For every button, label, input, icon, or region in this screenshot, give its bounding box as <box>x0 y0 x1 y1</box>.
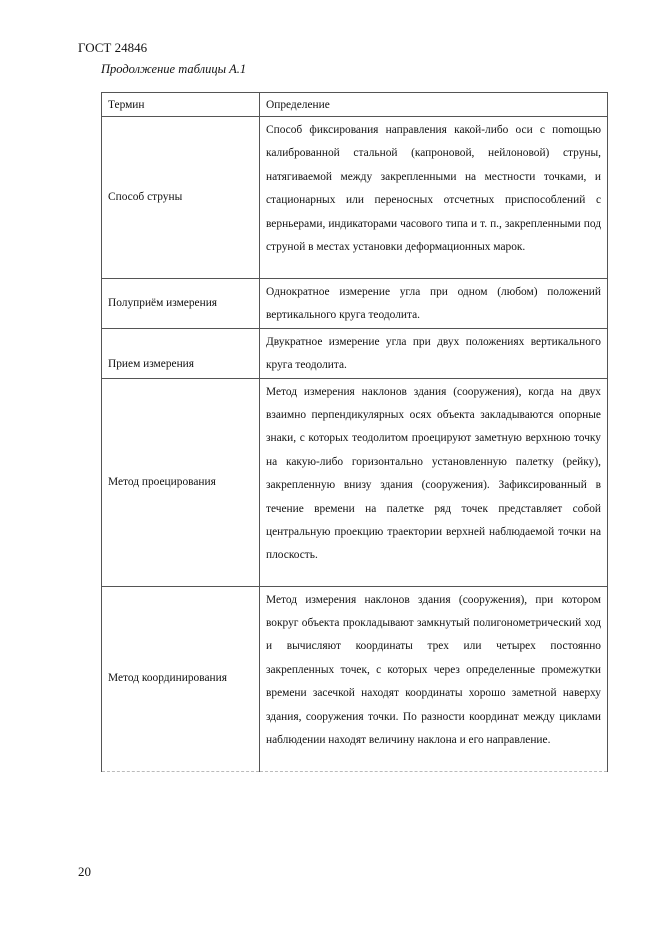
table-row <box>102 117 608 279</box>
header-row <box>102 93 608 117</box>
definition-cell: Однократное измерение угла при одном (любом) положений вертикального круга теодолита. <box>260 279 608 329</box>
table-row <box>102 328 608 378</box>
table-header <box>102 93 608 117</box>
header-term: Термин <box>102 93 260 117</box>
term-cell: Прием измерения <box>102 328 260 378</box>
table-row <box>102 378 608 586</box>
table-row <box>102 586 608 771</box>
table-body <box>102 117 608 772</box>
definition-cell: Метод измерения наклонов здания (сооружения), когда на двух взаимно перпендикулярных осях объекта закладываются опорные знаки, с которых теодолитом проецируют заметную верхнюю точку на какую-либо горизонтально установленную палетку (рейку), закрепленную внизу здания (сооружения). Зафиксированный в течение времени на палетке ряд точек представляет собой центральную проекцию траектории верхней наблюдаемой точки на плоскость. <box>260 378 608 586</box>
page-number: 20 <box>78 864 91 879</box>
table-caption: Продолжение таблицы А.1 <box>101 62 247 76</box>
standard-code: ГОСТ 24846 <box>78 40 148 55</box>
definitions-table <box>101 92 608 772</box>
table-row <box>102 279 608 329</box>
term-cell: Способ струны <box>102 117 260 279</box>
term-cell: Метод проецирования <box>102 378 260 586</box>
header-definition: Определение <box>260 93 608 117</box>
term-cell: Полуприём измерения <box>102 279 260 329</box>
definition-cell: Метод измерения наклонов здания (сооружения), при котором вокруг объекта прокладывают замкнутый полигонометрический ход и вычисляют координаты трех или четырех постоянно закрепленных точек, с которых через определенные промежутки времени засечкой находят координаты хорошо заметной наверху здания, сооружения точки. По разности координат между циклами наблюдении находят величину наклона и его направление. <box>260 586 608 771</box>
definition-cell: Способ фиксирования направления какой-либо оси с поmощью калиброванной стальной (капроновой, нейлоновой) струны, натягиваемой между закрепленными на местности точками, и стационарных или переносных отсчетных приспособлений с верньерами, индикаторами часового типа и т. п., закрепленными под струной в местах установки деформационных марок. <box>260 117 608 279</box>
term-cell: Метод координирования <box>102 586 260 771</box>
definition-cell: Двукратное измерение угла при двух положениях вертикального круга теодолита. <box>260 328 608 378</box>
